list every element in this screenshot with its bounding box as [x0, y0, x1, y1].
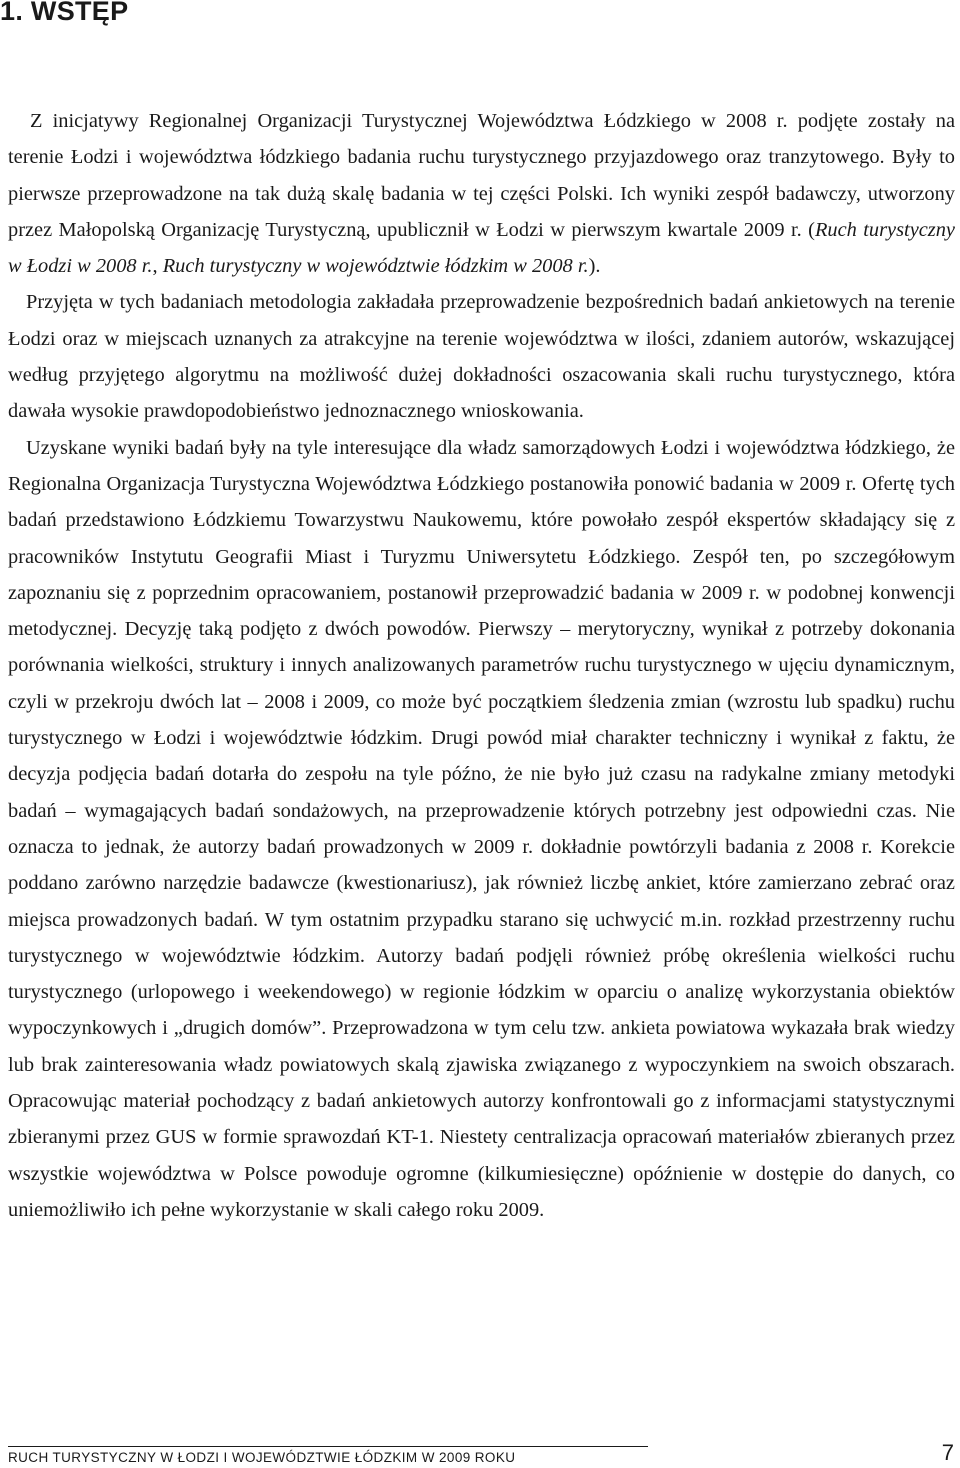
paragraph-intro-text: Z inicjatywy Regionalnej Organizacji Turystycznej Województwa Łódzkiego w 2008 r. podjęte zostały na terenie Łodzi i województwa łódzkiego badania ruchu turystycznego przyjazdowego oraz tranzytowego. Były to pierwsze przeprowadzone na tak dużą skalę badania w tej części Polski. Ich wyniki zespół badawczy, utworzony przez Małopolską Organizację Turystyczną, upublicznił w Łodzi w pierwszym kwartale 2009 r. (	[8, 110, 955, 241]
paragraph-intro	[8, 103, 955, 284]
citation-voivodeship-2008: Ruch turystyczny w województwie łódzkim w 2008 r.	[162, 255, 589, 278]
footer-divider	[8, 1446, 648, 1447]
citation-lodz-2008: Ruch turystyczny w Łodzi w 2008 r.	[8, 218, 955, 278]
citation-close: ).	[588, 255, 601, 278]
page-number: 7	[941, 1440, 954, 1465]
paragraph-methodology: Przyjęta w tych badaniach metodologia zakładała przeprowadzenie bezpośrednich badań ankietowych na terenie Łodzi oraz w miejscach uznanych za atrakcyjne na terenie województwa w ilości, zdaniem autorów, wskazującej według przyjętego algorytmu na możliwość dużej dokładności oszacowania skali ruchu turystycznego, która dawała wysokie prawdopodobieństwo jednoznacznego wnioskowania.	[8, 291, 955, 423]
body-text	[8, 103, 955, 1228]
paragraph-results: Uzyskane wyniki badań były na tyle interesujące dla władz samorządowych Łodzi i województwa łódzkiego, że Regionalna Organizacja Turystyczna Województwa Łódzkiego postanowiła ponowić badania w 2009 r. Ofertę tych badań przedstawiono Łódzkiemu Towarzystwu Naukowemu, które powołało zespół ekspertów składający się z pracowników Instytutu Geografii Miast i Turyzmu Uniwersytetu Łódzkiego. Zespół ten, po szczegółowym zapoznaniu się z poprzednim opracowaniem, postanowił przeprowadzić badania w 2009 r. w podobnej konwencji metodycznej. Decyzję taką podjęto z dwóch powodów. Pierwszy – merytoryczny, wynikał z potrzeby dokonania porównania wielkości, struktury i innych analizowanych parametrów ruchu turystycznego w ujęciu dynamicznym, czyli w przekroju dwóch lat – 2008 i 2009, co może być początkiem śledzenia zmian (wzrostu lub spadku) ruchu turystycznego w Łodzi i województwie łódzkim. Drugi powód miał charakter techniczny i wynikał z faktu, że decyzja podjęcia badań dotarła do zespołu na tyle późno, że nie było już czasu na radykalne zmiany metodyki badań – wymagających badań sondażowych, na przeprowadzenie których potrzebny jest odpowiedni czas. Nie oznacza to jednak, że autorzy badań prowadzonych w 2009 r. dokładnie powtórzyli badania z 2008 r. Korekcie poddano zarówno narzędzie badawcze (kwestionariusz), jak również liczbę ankiet, które zamierzano zebrać oraz miejsca prowadzonych badań. W tym ostatnim przypadku starano się uchwycić m.in. rozkład przestrzenny ruchu turystycznego w województwie łódzkim. Autorzy badań podjęli również próbę określenia wielkości ruchu turystycznego (urlopowego i weekendowego) w regionie łódzkim w oparciu o analizę wykorzystania obiektów wypoczynkowych i „drugich domów”. Przeprowadzona w tym celu tzw. ankieta powiatowa wykazała brak wiedzy lub brak zainteresowania władz powiatowych skalą zjawiska związanego z wypoczynkiem na swoich obszarach. Opracowując materiał pochodzący z badań ankietowych autorzy konfrontowali go z informacjami statystycznymi zbieranymi przez GUS w formie sprawozdań KT-1. Niestety centralizacja opracowań materiałów zbieranych przez wszystkie województwa w Polsce powoduje ogromne (kilkumiesięczne) opóźnienie w dostępie do danych, co uniemożliwiło ich pełne wykorzystanie w skali całego roku 2009.	[8, 436, 955, 1221]
running-footer-title: RUCH TURYSTYCZNY W ŁODZI I WOJEWÓDZTWIE ŁÓDZKIM W 2009 ROKU	[8, 1450, 516, 1465]
citation-separator: ,	[152, 255, 163, 278]
section-heading: 1. WSTĘP	[0, 0, 129, 26]
